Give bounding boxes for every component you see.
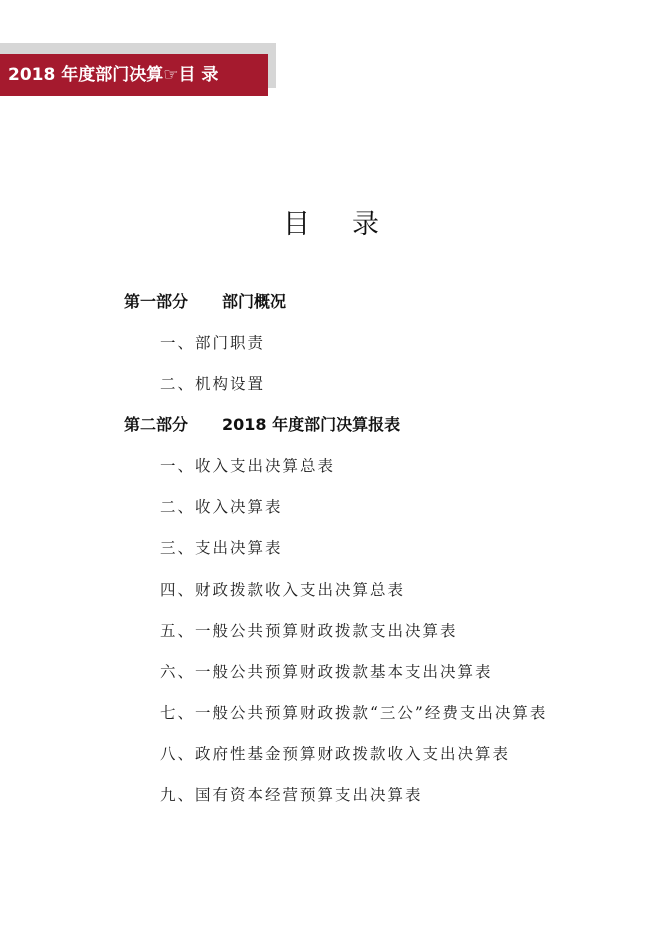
toc-part-1-label: 第一部分 [124,292,189,311]
toc-part-2-name: 2018 年度部门决算报表 [222,415,401,434]
toc-item[interactable]: 一、收入支出决算总表 [160,457,336,475]
toc-item[interactable]: 一、部门职责 [160,334,266,352]
toc-item[interactable]: 九、国有资本经营预算支出决算表 [160,786,423,804]
toc-item[interactable]: 二、收入决算表 [160,498,283,516]
toc-item[interactable]: 七、一般公共预算财政拨款“三公”经费支出决算表 [160,704,548,722]
toc-item[interactable]: 五、一般公共预算财政拨款支出决算表 [160,622,458,640]
toc-item[interactable]: 三、支出决算表 [160,539,283,557]
toc-part-2[interactable] [124,414,400,436]
toc-part-1[interactable] [124,291,286,313]
toc-part-2-label: 第二部分 [124,415,189,434]
toc-item[interactable]: 八、政府性基金预算财政拨款收入支出决算表 [160,745,511,763]
header-banner: 2018 年度部门决算☞目 录 [0,54,268,96]
toc-item[interactable]: 四、财政拨款收入支出决算总表 [160,581,406,599]
toc-item[interactable]: 六、一般公共预算财政拨款基本支出决算表 [160,663,493,681]
toc-part-1-name: 部门概况 [222,292,287,311]
toc-item[interactable]: 二、机构设置 [160,375,266,393]
toc-title: 目录 [283,209,421,240]
